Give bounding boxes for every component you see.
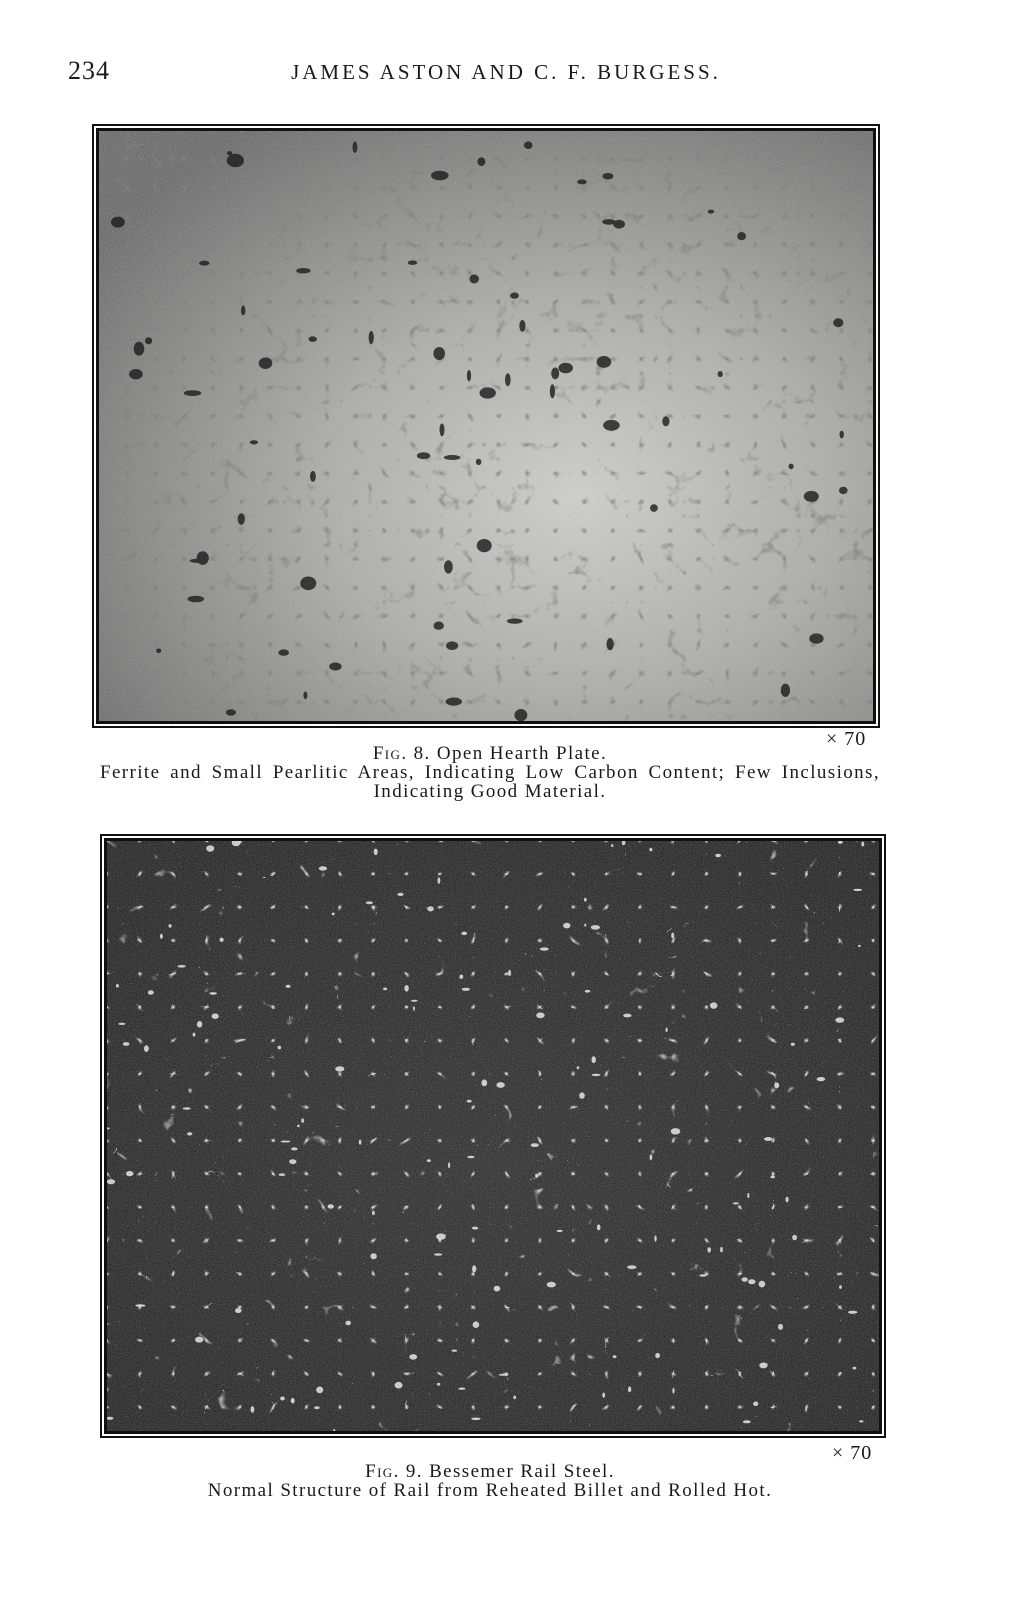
ferrite-fleck: [771, 1176, 775, 1179]
pearlite-spot: [446, 641, 458, 650]
ferrite-fleck: [107, 1179, 115, 1184]
ferrite-fleck: [748, 1279, 755, 1284]
ferrite-fleck: [212, 1013, 219, 1019]
pearlite-spot: [524, 141, 533, 149]
ferrite-fleck: [206, 845, 214, 851]
ferrite-fleck: [278, 1046, 282, 1050]
pearlite-spot: [602, 219, 615, 225]
pearlite-spot: [577, 179, 587, 184]
ferrite-fleck: [577, 1066, 580, 1069]
ferrite-fleck: [710, 1002, 717, 1009]
ferrite-fleck: [118, 1023, 125, 1025]
pearlite-spot: [197, 551, 209, 565]
figure-9-description: Normal Structure of Rail from Reheated Billet and Rolled Hot.: [207, 1480, 773, 1501]
pearlite-spot: [129, 369, 143, 379]
pearlite-spot: [310, 471, 316, 482]
figure-8-caption: [100, 744, 880, 801]
ferrite-fleck: [835, 1017, 844, 1022]
pearlite-spot: [607, 638, 614, 650]
figure-9-title: Bessemer Rail Steel.: [429, 1461, 615, 1482]
ferrite-fleck: [672, 1388, 674, 1394]
pearlite-spot: [737, 232, 746, 240]
ferrite-fleck: [759, 1281, 766, 1288]
ferrite-fleck: [536, 1012, 544, 1018]
ferrite-fleck: [759, 1363, 767, 1369]
ferrite-fleck: [508, 970, 511, 976]
pearlite-spot: [188, 596, 205, 603]
ferrite-fleck: [611, 844, 613, 847]
ferrite-fleck: [409, 1354, 417, 1360]
ferrite-fleck: [791, 1043, 795, 1046]
ferrite-fleck: [531, 1143, 539, 1147]
pearlite-spot: [446, 698, 462, 706]
ferrite-fleck: [434, 1253, 442, 1255]
pearlite-spot: [440, 423, 445, 436]
pearlite-spot: [444, 560, 453, 573]
pearlite-spot: [434, 622, 444, 630]
figure-8-label: Fig. 8.: [372, 743, 431, 764]
pearlite-spot: [519, 320, 525, 332]
ferrite-fleck: [332, 913, 335, 916]
ferrite-fleck: [126, 1171, 134, 1176]
pearlite-spot: [597, 356, 612, 368]
pearlite-spot: [603, 420, 620, 431]
ferrite-fleck: [411, 1000, 418, 1002]
ferrite-fleck: [437, 1383, 440, 1386]
ferrite-fleck: [858, 945, 861, 947]
figure-8-title-line: [100, 744, 880, 763]
ferrite-fleck: [195, 1337, 203, 1343]
pearlite-spot: [515, 709, 528, 721]
ferrite-fleck: [494, 1286, 501, 1292]
ferrite-fleck: [733, 1202, 739, 1204]
ferrite-fleck: [473, 1321, 480, 1328]
pearlite-spot: [241, 305, 245, 315]
pearlite-spot: [259, 358, 273, 369]
ferrite-fleck: [359, 1140, 362, 1145]
pearlite-spot: [840, 431, 844, 439]
ferrite-fleck: [707, 1247, 711, 1253]
ferrite-fleck: [671, 1128, 681, 1134]
ferrite-fleck: [592, 1074, 601, 1076]
ferrite-fleck: [655, 1353, 660, 1358]
ferrite-fleck: [720, 1247, 723, 1253]
ferrite-fleck: [135, 1304, 145, 1307]
running-head: JAMES ASTON AND C. F. BURGESS.: [291, 60, 721, 84]
ferrite-fleck: [786, 1197, 789, 1203]
ferrite-fleck: [427, 906, 434, 911]
ferrite-fleck: [584, 898, 587, 902]
ferrite-fleck: [859, 1420, 863, 1422]
ferrite-fleck: [764, 1137, 772, 1141]
pearlite-spot: [184, 390, 201, 396]
ferrite-fleck: [116, 984, 119, 988]
ferrite-fleck: [774, 1082, 779, 1088]
ferrite-fleck: [666, 1028, 668, 1032]
page-number: 234: [68, 56, 110, 85]
ferrite-fleck: [467, 1100, 472, 1103]
pearlite-spot: [353, 142, 358, 153]
ferrite-fleck: [753, 1402, 758, 1407]
pearlite-spot: [809, 633, 823, 643]
ferrite-fleck: [413, 1006, 415, 1010]
ferrite-fleck: [778, 1324, 783, 1330]
pearlite-spot: [238, 513, 245, 524]
pearlite-spot: [467, 370, 471, 382]
pearlite-spot: [111, 217, 125, 228]
pearlite-spot: [250, 440, 258, 444]
pearlite-spot: [550, 384, 555, 398]
ferrite-fleck: [650, 1154, 653, 1160]
ferrite-fleck: [197, 1021, 202, 1028]
ferrite-fleck: [187, 1132, 192, 1135]
ferrite-fleck: [436, 1233, 446, 1239]
ferrite-fleck: [481, 1080, 487, 1087]
pearlite-spot: [433, 347, 445, 360]
ferrite-fleck: [458, 1388, 465, 1390]
ferrite-fleck: [471, 1418, 480, 1421]
pearlite-spot: [199, 261, 209, 266]
ferrite-fleck: [459, 975, 463, 979]
figure-9-title-line: [100, 1462, 880, 1481]
pearlite-spot: [480, 387, 496, 398]
pearlite-spot: [417, 452, 430, 459]
ferrite-fleck: [499, 1374, 509, 1376]
ferrite-fleck: [297, 1125, 300, 1128]
ferrite-fleck: [627, 1265, 636, 1269]
ferrite-fleck: [291, 1147, 298, 1150]
ferrite-fleck: [699, 1274, 707, 1277]
ferrite-fleck: [585, 990, 591, 993]
pearlite-spot: [278, 649, 289, 655]
ferrite-fleck: [472, 1265, 476, 1272]
figure-8-magnification: × 70: [826, 728, 867, 750]
ferrite-fleck: [314, 1406, 320, 1409]
pearlite-spot: [226, 709, 236, 715]
ferrite-fleck: [404, 985, 408, 992]
ferrite-fleck: [792, 1235, 797, 1241]
pearlite-spot: [839, 487, 848, 494]
pearlite-spot: [309, 336, 317, 342]
ferrite-fleck: [193, 1033, 196, 1037]
ferrite-fleck: [148, 990, 154, 995]
ferrite-fleck: [316, 1387, 323, 1394]
ferrite-fleck: [654, 1235, 656, 1241]
ferrite-fleck: [452, 1350, 458, 1352]
ferrite-fleck: [671, 933, 674, 939]
pearlite-spot: [804, 491, 819, 502]
ferrite-fleck: [281, 1141, 291, 1143]
ferrite-fleck: [383, 988, 387, 991]
pearlite-spot: [329, 663, 341, 671]
ferrite-fleck: [169, 924, 172, 928]
ferrite-fleck: [462, 988, 470, 991]
ferrite-fleck: [209, 992, 217, 995]
ferrite-fleck: [366, 901, 373, 904]
ferrite-fleck: [853, 1367, 857, 1370]
pearlite-spot: [303, 692, 307, 700]
pearlite-spot: [650, 504, 658, 512]
pearlite-spot: [708, 210, 714, 214]
figure-9-magnification: × 70: [832, 1442, 873, 1464]
pearlite-spot: [444, 455, 461, 460]
pearlite-spot: [507, 618, 523, 623]
figure-9-caption: [100, 1462, 880, 1500]
pearlite-spot: [476, 459, 482, 465]
pearlite-spot: [510, 292, 519, 298]
ferrite-fleck: [861, 841, 864, 846]
ferrite-fleck: [328, 1204, 334, 1208]
ferrite-fleck: [427, 1159, 431, 1162]
ferrite-fleck: [286, 985, 291, 988]
ferrite-fleck: [513, 1396, 516, 1400]
ferrite-fleck: [279, 1173, 286, 1176]
ferrite-fleck: [472, 1227, 478, 1230]
pearlite-spot: [300, 577, 316, 591]
ferrite-fleck: [438, 877, 441, 884]
ferrite-fleck: [372, 1211, 375, 1215]
ferrite-fleck: [817, 1077, 826, 1081]
ferrite-fleck: [301, 1119, 304, 1123]
ferrite-fleck: [742, 1277, 748, 1282]
ferrite-fleck: [715, 854, 721, 857]
ferrite-fleck: [628, 1386, 631, 1392]
ferrite-fleck: [397, 893, 403, 896]
pearlite-spot: [477, 539, 492, 552]
pearlite-spot: [789, 464, 794, 470]
ferrite-fleck: [374, 849, 378, 855]
pearlite-spot: [145, 337, 152, 344]
pearlite-spot: [477, 157, 485, 166]
ferrite-fleck: [602, 1393, 605, 1398]
ferrite-fleck: [597, 1224, 601, 1230]
ferrite-fleck: [563, 923, 570, 929]
ferrite-fleck: [839, 1285, 842, 1289]
ferrite-fleck: [183, 1107, 191, 1109]
ferrite-fleck: [335, 1066, 344, 1071]
ferrite-fleck: [743, 1420, 751, 1423]
ferrite-fleck: [251, 1406, 255, 1413]
ferrite-fleck: [395, 1382, 403, 1389]
pearlite-spot: [369, 331, 374, 344]
ferrite-fleck: [144, 1045, 149, 1052]
ferrite-fleck: [461, 932, 467, 936]
pearlite-spot: [662, 416, 669, 426]
figure-9-micrograph: [104, 838, 882, 1434]
ferrite-fleck: [848, 1311, 857, 1314]
ferrite-fleck: [289, 1159, 296, 1164]
pearlite-spot: [134, 342, 145, 356]
pearlite-spot: [781, 684, 790, 697]
ferrite-fleck: [535, 1174, 538, 1178]
ferrite-fleck: [623, 1014, 631, 1018]
ferrite-fleck: [291, 1398, 295, 1404]
ferrite-fleck: [557, 1230, 563, 1232]
ferrite-fleck: [220, 938, 224, 942]
ferrite-fleck: [448, 1162, 450, 1168]
pearlite-spot: [469, 274, 479, 283]
pearlite-spot: [431, 171, 449, 181]
pearlite-spot: [718, 371, 723, 377]
ferrite-fleck: [160, 934, 163, 939]
ferrite-fleck: [613, 1355, 617, 1358]
pearlite-spot: [156, 649, 161, 654]
ferrite-fleck: [370, 1253, 376, 1259]
ferrite-fleck: [467, 1156, 474, 1158]
pearlite-spot: [296, 268, 310, 273]
ferrite-fleck: [319, 866, 327, 870]
ferrite-fleck: [496, 1082, 504, 1088]
ferrite-fleck: [235, 1308, 242, 1313]
ferrite-fleck: [592, 1056, 596, 1063]
figure-8-title: Open Hearth Plate.: [436, 743, 608, 764]
ferrite-fleck: [540, 947, 549, 950]
ferrite-fleck: [280, 1397, 285, 1401]
figure-8-image: [99, 131, 873, 721]
pearlite-spot: [833, 318, 843, 327]
pearlite-spot: [505, 373, 511, 386]
pearlite-spot: [602, 173, 613, 179]
ferrite-fleck: [649, 848, 652, 852]
pearlite-spot: [227, 151, 232, 155]
ferrite-fleck: [177, 965, 185, 968]
pearlite-spot: [408, 261, 417, 265]
pearlite-spot: [227, 154, 244, 168]
figure-9-label: Fig. 9.: [365, 1461, 423, 1482]
ferrite-fleck: [591, 925, 600, 930]
ferrite-fleck: [345, 1321, 351, 1326]
ferrite-fleck: [547, 1282, 556, 1288]
ferrite-fleck: [747, 1193, 749, 1198]
ferrite-fleck: [123, 1042, 130, 1046]
pearlite-spot: [558, 363, 573, 374]
ferrite-fleck: [853, 889, 862, 891]
ferrite-fleck: [579, 1092, 585, 1098]
figure-8-micrograph: [96, 128, 876, 724]
pearlite-spot: [551, 368, 559, 380]
ferrite-fleck: [584, 924, 586, 927]
figure-8-description: Ferrite and Small Pearlitic Areas, Indicating Low Carbon Content; Few Inclusions, Indicating Good Material.: [100, 762, 880, 802]
figure-9-image: [107, 841, 879, 1431]
